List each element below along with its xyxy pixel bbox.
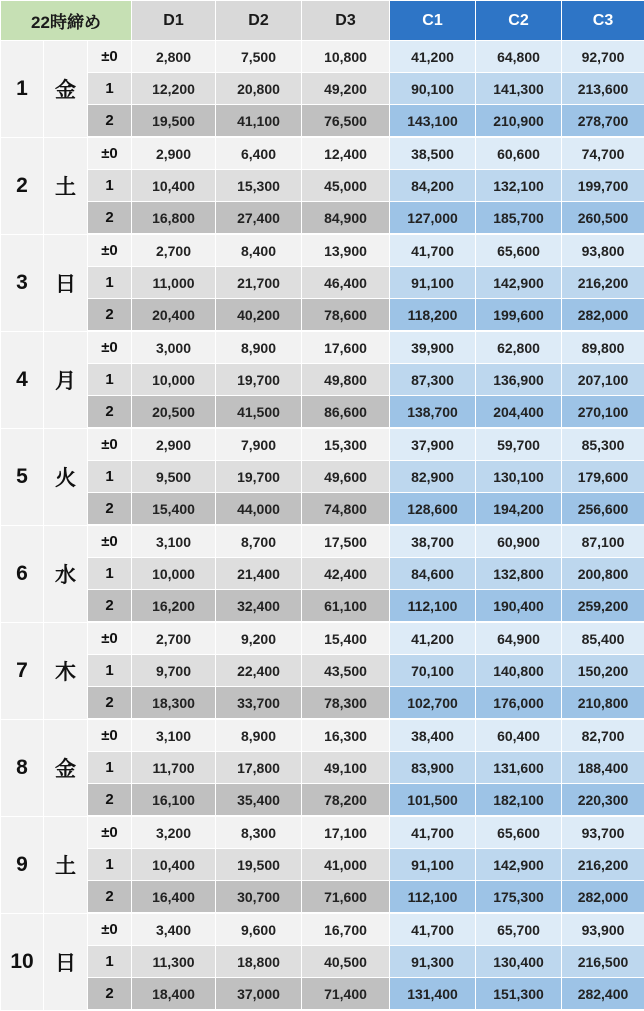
price-cell: 41,700: [390, 816, 476, 849]
level-label: ±0: [88, 525, 132, 558]
price-cell: 16,300: [302, 719, 390, 752]
price-cell: 43,500: [302, 655, 390, 687]
price-cell: 93,700: [562, 816, 644, 849]
table-row: [1, 137, 644, 170]
table-row: [1, 364, 644, 396]
table-row: [1, 105, 644, 138]
price-cell: 90,100: [390, 73, 476, 105]
table-row: [1, 41, 644, 73]
level-label: ±0: [88, 137, 132, 170]
weekday: 木: [44, 622, 88, 719]
price-cell: 12,400: [302, 137, 390, 170]
price-cell: 190,400: [476, 590, 562, 623]
table-row: [1, 525, 644, 558]
level-label: ±0: [88, 234, 132, 267]
weekday: 土: [44, 137, 88, 234]
price-cell: 38,400: [390, 719, 476, 752]
price-cell: 84,200: [390, 170, 476, 202]
price-cell: 128,600: [390, 493, 476, 526]
price-cell: 10,000: [132, 558, 216, 590]
price-cell: 210,900: [476, 105, 562, 138]
price-cell: 87,300: [390, 364, 476, 396]
table-row: [1, 461, 644, 493]
price-cell: 118,200: [390, 299, 476, 332]
table-row: [1, 428, 644, 461]
level-label: 1: [88, 461, 132, 493]
price-cell: 260,500: [562, 202, 644, 235]
table-row: [1, 267, 644, 299]
price-cell: 3,100: [132, 719, 216, 752]
price-cell: 41,700: [390, 234, 476, 267]
table-row: [1, 396, 644, 429]
price-cell: 13,900: [302, 234, 390, 267]
price-cell: 82,700: [562, 719, 644, 752]
weekday: 金: [44, 719, 88, 816]
price-cell: 282,000: [562, 881, 644, 914]
price-cell: 151,300: [476, 978, 562, 1011]
price-cell: 199,600: [476, 299, 562, 332]
price-cell: 21,400: [216, 558, 302, 590]
price-cell: 60,900: [476, 525, 562, 558]
table-row: [1, 234, 644, 267]
price-cell: 220,300: [562, 784, 644, 817]
price-cell: 15,300: [216, 170, 302, 202]
price-cell: 270,100: [562, 396, 644, 429]
price-cell: 22,400: [216, 655, 302, 687]
table-row: [1, 719, 644, 752]
day-number: 10: [1, 913, 44, 1010]
price-cell: 19,700: [216, 364, 302, 396]
level-label: ±0: [88, 913, 132, 946]
level-label: 2: [88, 687, 132, 720]
price-cell: 131,400: [390, 978, 476, 1011]
column-header-d1: D1: [132, 1, 216, 41]
price-cell: 15,400: [302, 622, 390, 655]
table-row: [1, 558, 644, 590]
price-cell: 9,500: [132, 461, 216, 493]
table-row: [1, 784, 644, 817]
table-row: [1, 622, 644, 655]
price-cell: 19,500: [216, 849, 302, 881]
day-number: 7: [1, 622, 44, 719]
price-cell: 101,500: [390, 784, 476, 817]
price-cell: 142,900: [476, 849, 562, 881]
level-label: ±0: [88, 428, 132, 461]
price-cell: 207,100: [562, 364, 644, 396]
price-cell: 61,100: [302, 590, 390, 623]
level-label: 1: [88, 849, 132, 881]
column-header-d3: D3: [302, 1, 390, 41]
table-row: [1, 978, 644, 1011]
price-cell: 41,200: [390, 622, 476, 655]
price-cell: 2,800: [132, 41, 216, 73]
price-cell: 150,200: [562, 655, 644, 687]
price-cell: 182,100: [476, 784, 562, 817]
price-cell: 141,300: [476, 73, 562, 105]
table-row: [1, 590, 644, 623]
table-row: [1, 881, 644, 914]
level-label: ±0: [88, 816, 132, 849]
price-cell: 8,900: [216, 719, 302, 752]
price-cell: 92,700: [562, 41, 644, 73]
table-row: [1, 299, 644, 332]
price-cell: 78,200: [302, 784, 390, 817]
price-cell: 11,000: [132, 267, 216, 299]
level-label: 2: [88, 493, 132, 526]
price-cell: 18,800: [216, 946, 302, 978]
price-cell: 132,100: [476, 170, 562, 202]
price-cell: 194,200: [476, 493, 562, 526]
price-cell: 3,200: [132, 816, 216, 849]
price-cell: 138,700: [390, 396, 476, 429]
price-cell: 86,600: [302, 396, 390, 429]
weekday: 水: [44, 525, 88, 622]
price-cell: 76,500: [302, 105, 390, 138]
price-cell: 91,100: [390, 849, 476, 881]
level-label: 2: [88, 978, 132, 1011]
price-cell: 84,900: [302, 202, 390, 235]
weekday: 月: [44, 331, 88, 428]
price-cell: 64,900: [476, 622, 562, 655]
column-header-d2: D2: [216, 1, 302, 41]
price-cell: 142,900: [476, 267, 562, 299]
price-cell: 82,900: [390, 461, 476, 493]
level-label: 1: [88, 364, 132, 396]
price-cell: 30,700: [216, 881, 302, 914]
price-cell: 9,600: [216, 913, 302, 946]
level-label: ±0: [88, 622, 132, 655]
price-cell: 41,000: [302, 849, 390, 881]
price-cell: 7,500: [216, 41, 302, 73]
table-row: [1, 202, 644, 235]
price-cell: 20,500: [132, 396, 216, 429]
price-cell: 20,400: [132, 299, 216, 332]
price-cell: 59,700: [476, 428, 562, 461]
price-cell: 3,000: [132, 331, 216, 364]
level-label: ±0: [88, 331, 132, 364]
price-cell: 17,100: [302, 816, 390, 849]
price-cell: 7,900: [216, 428, 302, 461]
price-cell: 10,800: [302, 41, 390, 73]
weekday: 土: [44, 816, 88, 913]
price-cell: 49,800: [302, 364, 390, 396]
price-cell: 91,100: [390, 267, 476, 299]
price-cell: 17,500: [302, 525, 390, 558]
level-label: 2: [88, 299, 132, 332]
price-cell: 91,300: [390, 946, 476, 978]
price-cell: 213,600: [562, 73, 644, 105]
price-cell: 65,700: [476, 913, 562, 946]
price-cell: 39,900: [390, 331, 476, 364]
price-cell: 131,600: [476, 752, 562, 784]
weekday: 日: [44, 234, 88, 331]
price-cell: 216,500: [562, 946, 644, 978]
price-cell: 112,100: [390, 590, 476, 623]
price-cell: 40,500: [302, 946, 390, 978]
price-cell: 33,700: [216, 687, 302, 720]
price-cell: 130,100: [476, 461, 562, 493]
price-cell: 188,400: [562, 752, 644, 784]
price-cell: 18,300: [132, 687, 216, 720]
price-cell: 9,700: [132, 655, 216, 687]
price-cell: 78,300: [302, 687, 390, 720]
price-cell: 70,100: [390, 655, 476, 687]
price-cell: 85,300: [562, 428, 644, 461]
level-label: 1: [88, 558, 132, 590]
day-number: 4: [1, 331, 44, 428]
price-cell: 8,700: [216, 525, 302, 558]
price-cell: 41,200: [390, 41, 476, 73]
price-cell: 38,700: [390, 525, 476, 558]
price-cell: 74,800: [302, 493, 390, 526]
price-cell: 199,700: [562, 170, 644, 202]
column-header-c1: C1: [390, 1, 476, 41]
level-label: 2: [88, 396, 132, 429]
price-cell: 8,900: [216, 331, 302, 364]
table-row: [1, 687, 644, 720]
table-row: [1, 946, 644, 978]
price-cell: 20,800: [216, 73, 302, 105]
price-cell: 282,000: [562, 299, 644, 332]
price-cell: 21,700: [216, 267, 302, 299]
price-cell: 12,200: [132, 73, 216, 105]
day-number: 9: [1, 816, 44, 913]
price-cell: 83,900: [390, 752, 476, 784]
level-label: ±0: [88, 41, 132, 73]
price-cell: 175,300: [476, 881, 562, 914]
price-cell: 42,400: [302, 558, 390, 590]
price-cell: 200,800: [562, 558, 644, 590]
price-cell: 256,600: [562, 493, 644, 526]
price-cell: 32,400: [216, 590, 302, 623]
price-cell: 10,000: [132, 364, 216, 396]
price-cell: 2,700: [132, 234, 216, 267]
price-cell: 41,700: [390, 913, 476, 946]
price-cell: 102,700: [390, 687, 476, 720]
table-row: [1, 913, 644, 946]
price-cell: 17,600: [302, 331, 390, 364]
price-cell: 65,600: [476, 234, 562, 267]
price-cell: 2,700: [132, 622, 216, 655]
column-header-c2: C2: [476, 1, 562, 41]
table-row: [1, 170, 644, 202]
price-cell: 78,600: [302, 299, 390, 332]
price-cell: 11,300: [132, 946, 216, 978]
price-cell: 8,400: [216, 234, 302, 267]
price-cell: 259,200: [562, 590, 644, 623]
price-cell: 179,600: [562, 461, 644, 493]
table-row: [1, 849, 644, 881]
price-cell: 9,200: [216, 622, 302, 655]
price-cell: 204,400: [476, 396, 562, 429]
price-cell: 37,000: [216, 978, 302, 1011]
price-cell: 49,100: [302, 752, 390, 784]
column-header-c3: C3: [562, 1, 644, 41]
price-cell: 19,700: [216, 461, 302, 493]
price-cell: 132,800: [476, 558, 562, 590]
table-row: [1, 331, 644, 364]
table-body: [1, 41, 644, 1011]
price-cell: 71,600: [302, 881, 390, 914]
price-cell: 3,400: [132, 913, 216, 946]
weekday: 火: [44, 428, 88, 525]
price-cell: 41,500: [216, 396, 302, 429]
price-cell: 40,200: [216, 299, 302, 332]
price-cell: 140,800: [476, 655, 562, 687]
price-cell: 38,500: [390, 137, 476, 170]
price-cell: 93,900: [562, 913, 644, 946]
level-label: 1: [88, 946, 132, 978]
price-cell: 46,400: [302, 267, 390, 299]
price-cell: 8,300: [216, 816, 302, 849]
weekday: 金: [44, 41, 88, 138]
level-label: 1: [88, 170, 132, 202]
table-row: [1, 655, 644, 687]
table-row: [1, 816, 644, 849]
price-cell: 64,800: [476, 41, 562, 73]
weekday: 日: [44, 913, 88, 1010]
level-label: ±0: [88, 719, 132, 752]
level-label: 2: [88, 105, 132, 138]
level-label: 1: [88, 267, 132, 299]
day-number: 8: [1, 719, 44, 816]
price-cell: 16,700: [302, 913, 390, 946]
cutoff-label: 22時締め: [1, 1, 132, 41]
price-cell: 143,100: [390, 105, 476, 138]
price-cell: 60,600: [476, 137, 562, 170]
day-number: 5: [1, 428, 44, 525]
price-cell: 18,400: [132, 978, 216, 1011]
price-cell: 16,200: [132, 590, 216, 623]
price-cell: 89,800: [562, 331, 644, 364]
price-cell: 93,800: [562, 234, 644, 267]
table-row: [1, 73, 644, 105]
price-cell: 35,400: [216, 784, 302, 817]
price-cell: 84,600: [390, 558, 476, 590]
price-cell: 27,400: [216, 202, 302, 235]
table-header-row: [1, 1, 644, 41]
level-label: 2: [88, 881, 132, 914]
price-cell: 17,800: [216, 752, 302, 784]
price-cell: 74,700: [562, 137, 644, 170]
price-cell: 16,100: [132, 784, 216, 817]
price-cell: 210,800: [562, 687, 644, 720]
day-number: 1: [1, 41, 44, 138]
price-cell: 130,400: [476, 946, 562, 978]
price-cell: 10,400: [132, 170, 216, 202]
price-cell: 15,400: [132, 493, 216, 526]
price-cell: 176,000: [476, 687, 562, 720]
day-number: 6: [1, 525, 44, 622]
price-cell: 41,100: [216, 105, 302, 138]
table-row: [1, 752, 644, 784]
price-cell: 15,300: [302, 428, 390, 461]
level-label: 1: [88, 752, 132, 784]
price-cell: 60,400: [476, 719, 562, 752]
table-row: [1, 493, 644, 526]
price-cell: 216,200: [562, 849, 644, 881]
price-cell: 3,100: [132, 525, 216, 558]
price-cell: 2,900: [132, 428, 216, 461]
price-cell: 136,900: [476, 364, 562, 396]
level-label: 1: [88, 655, 132, 687]
price-cell: 49,600: [302, 461, 390, 493]
day-number: 2: [1, 137, 44, 234]
price-cell: 44,000: [216, 493, 302, 526]
price-cell: 185,700: [476, 202, 562, 235]
price-cell: 6,400: [216, 137, 302, 170]
price-cell: 282,400: [562, 978, 644, 1011]
price-cell: 112,100: [390, 881, 476, 914]
price-cell: 11,700: [132, 752, 216, 784]
price-cell: 85,400: [562, 622, 644, 655]
price-cell: 10,400: [132, 849, 216, 881]
price-cell: 127,000: [390, 202, 476, 235]
price-cell: 49,200: [302, 73, 390, 105]
price-cell: 45,000: [302, 170, 390, 202]
level-label: 2: [88, 784, 132, 817]
day-number: 3: [1, 234, 44, 331]
price-cell: 16,800: [132, 202, 216, 235]
price-cell: 16,400: [132, 881, 216, 914]
price-cell: 71,400: [302, 978, 390, 1011]
price-cell: 62,800: [476, 331, 562, 364]
price-cell: 19,500: [132, 105, 216, 138]
level-label: 2: [88, 202, 132, 235]
price-cell: 37,900: [390, 428, 476, 461]
price-cell: 65,600: [476, 816, 562, 849]
price-cell: 216,200: [562, 267, 644, 299]
price-cell: 87,100: [562, 525, 644, 558]
price-cell: 2,900: [132, 137, 216, 170]
level-label: 1: [88, 73, 132, 105]
price-cell: 278,700: [562, 105, 644, 138]
level-label: 2: [88, 590, 132, 623]
